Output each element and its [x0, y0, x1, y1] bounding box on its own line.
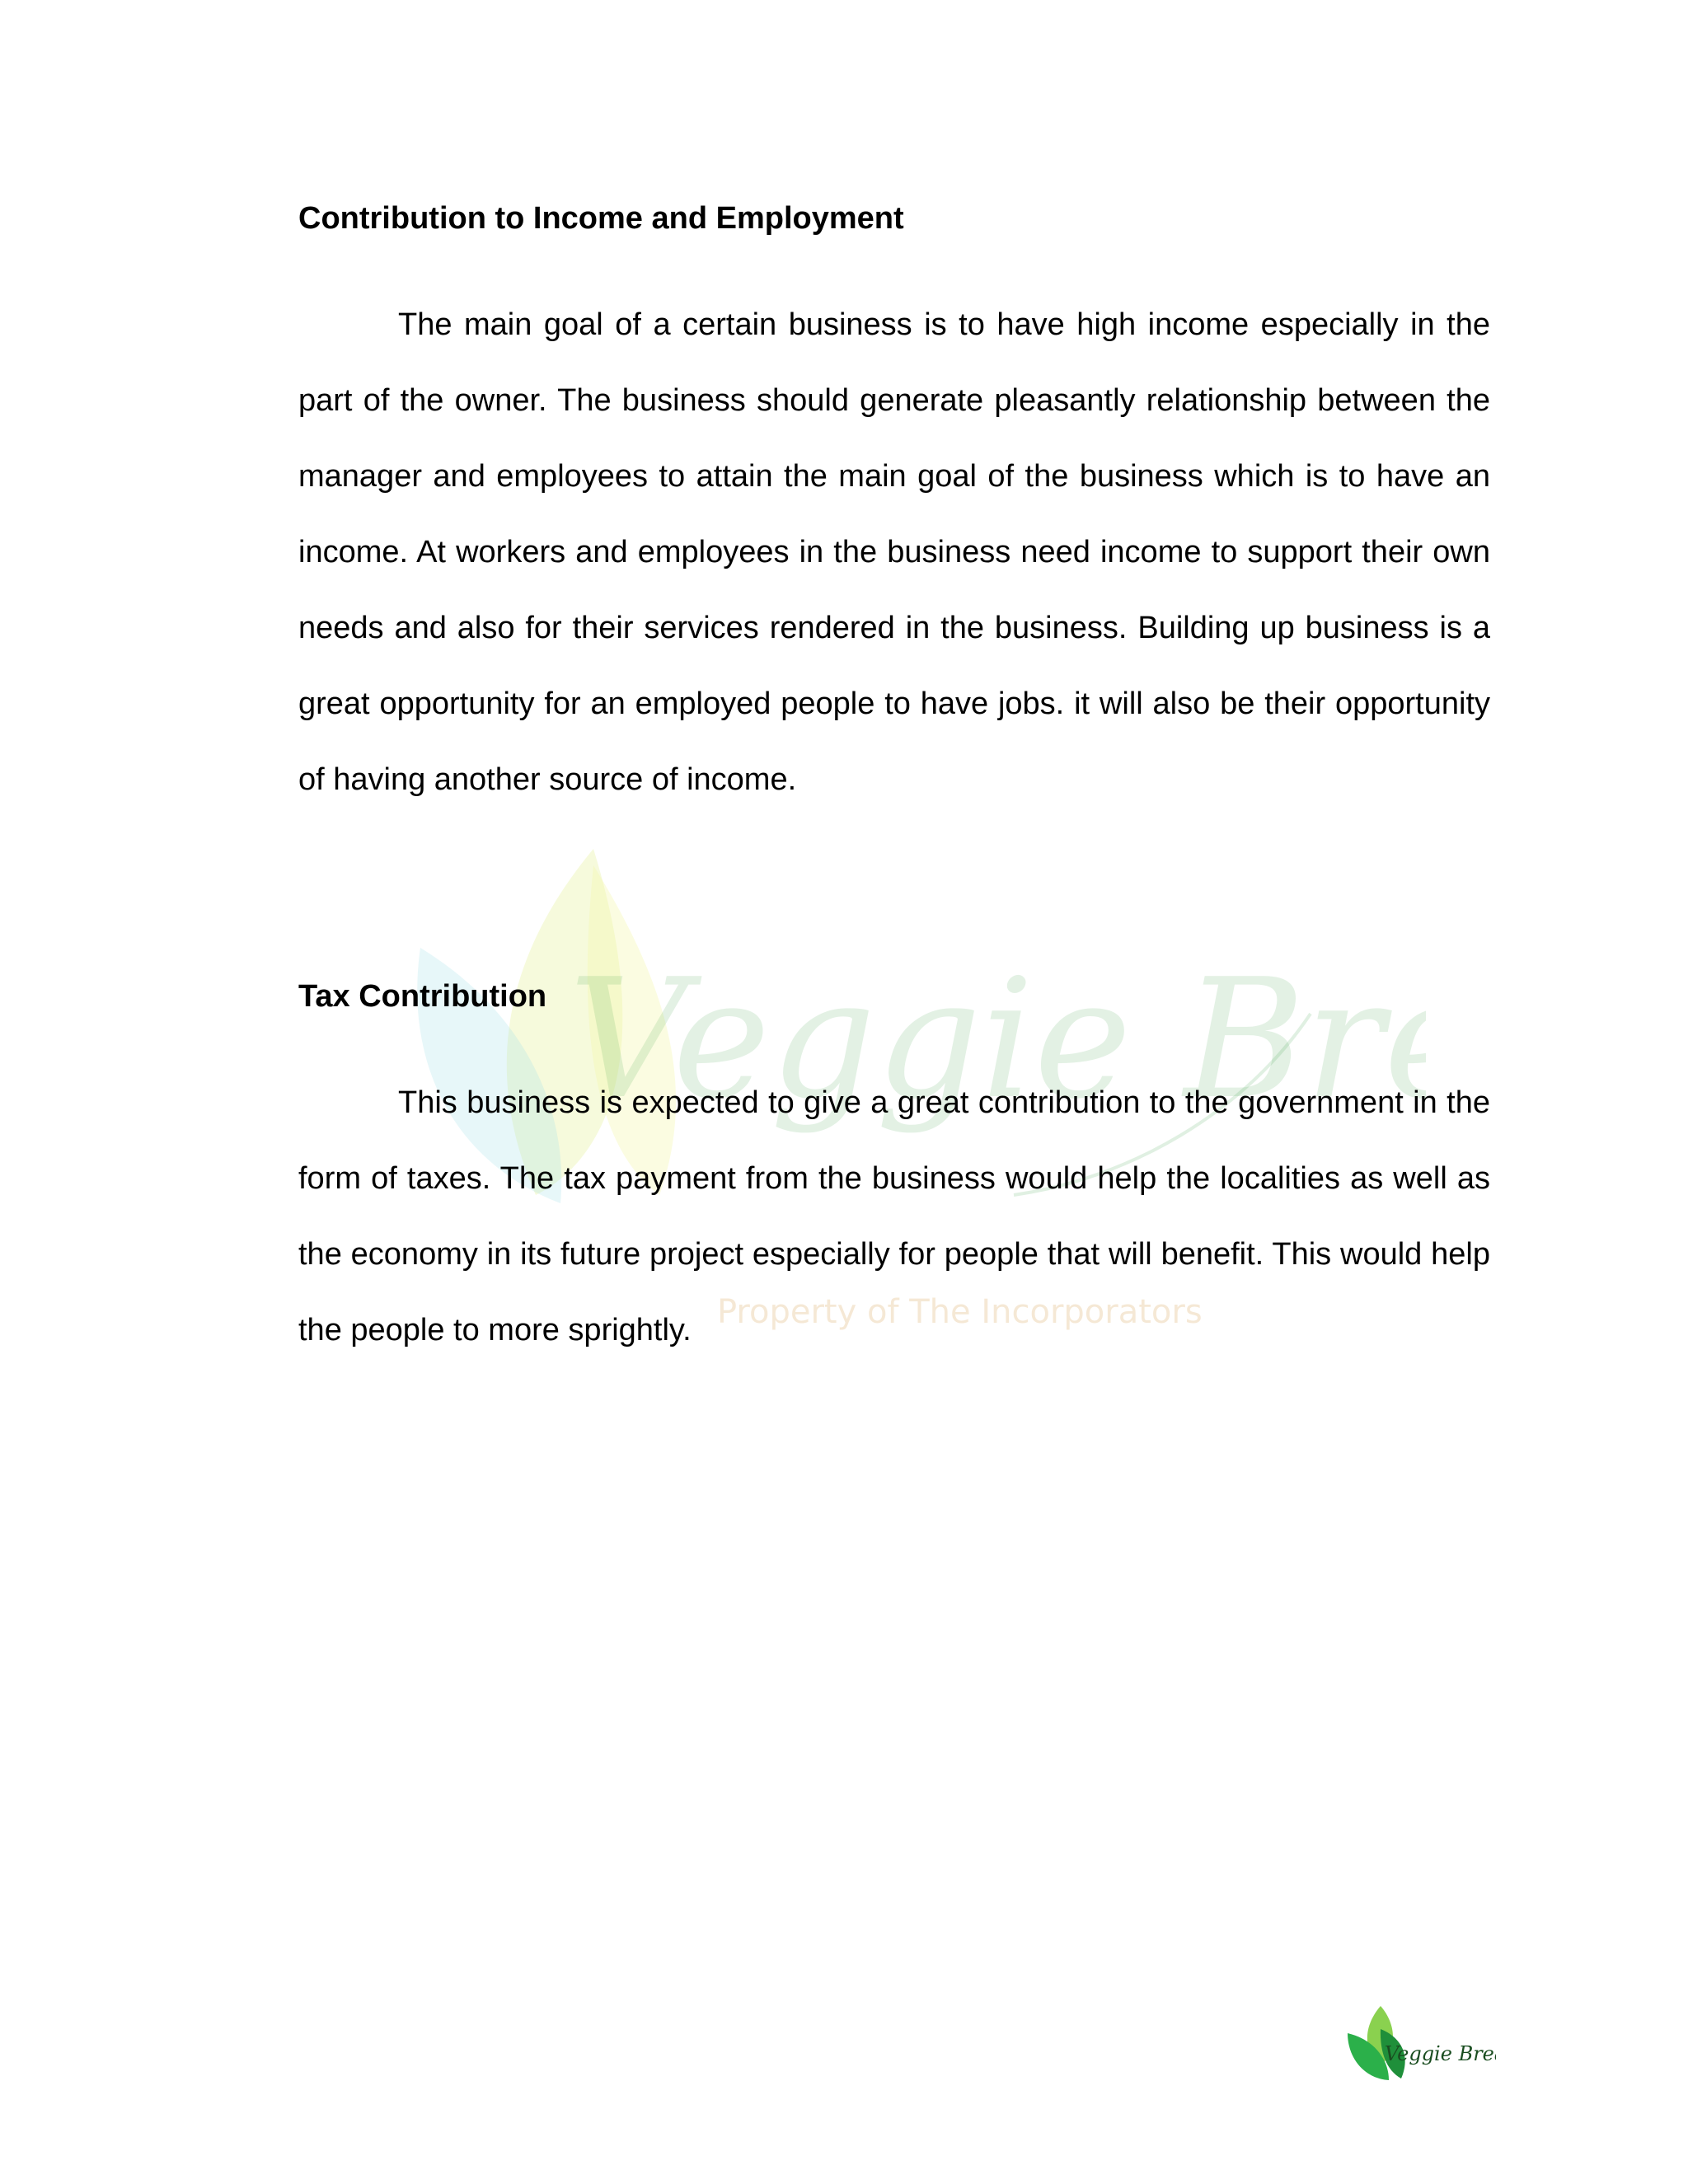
section-heading: Contribution to Income and Employment — [298, 201, 904, 236]
svg-text:Property of The Incorporators: Property of The Incorporators — [717, 1293, 1203, 1331]
section-paragraph: This business is expected to give a great contribution to the government in the form of taxes. The tax payment from the business would help the localities as well as the economy in its future project especially for people that will benefit. This would help the people to more sprightly. — [298, 1085, 1490, 1347]
tax-contribution-section — [298, 974, 1490, 1368]
section-paragraph: The main goal of a certain business is to have high income especially in the part of the owner. The business should generate pleasantly relationship between the manager and employees to attain the main goal of the business which is to have an income. At workers and employees in the business need income to support their own needs and also for their services rendered in the business. Building up business is a great opportunity for an employed people to have jobs. it will also be their opportunity of having another source of income. — [298, 307, 1490, 797]
income-employment-section — [298, 196, 1490, 818]
leaf-logo-icon — [1343, 2004, 1496, 2087]
document-body — [298, 196, 1490, 1368]
svg-text:Veggie Bread: Veggie Bre — [1385, 2042, 1494, 2065]
footer-logo — [1343, 2004, 1496, 2087]
svg-text:Veggie Bread: Veggie Br — [569, 944, 1384, 1136]
section-heading: Tax Contribution — [298, 979, 547, 1014]
